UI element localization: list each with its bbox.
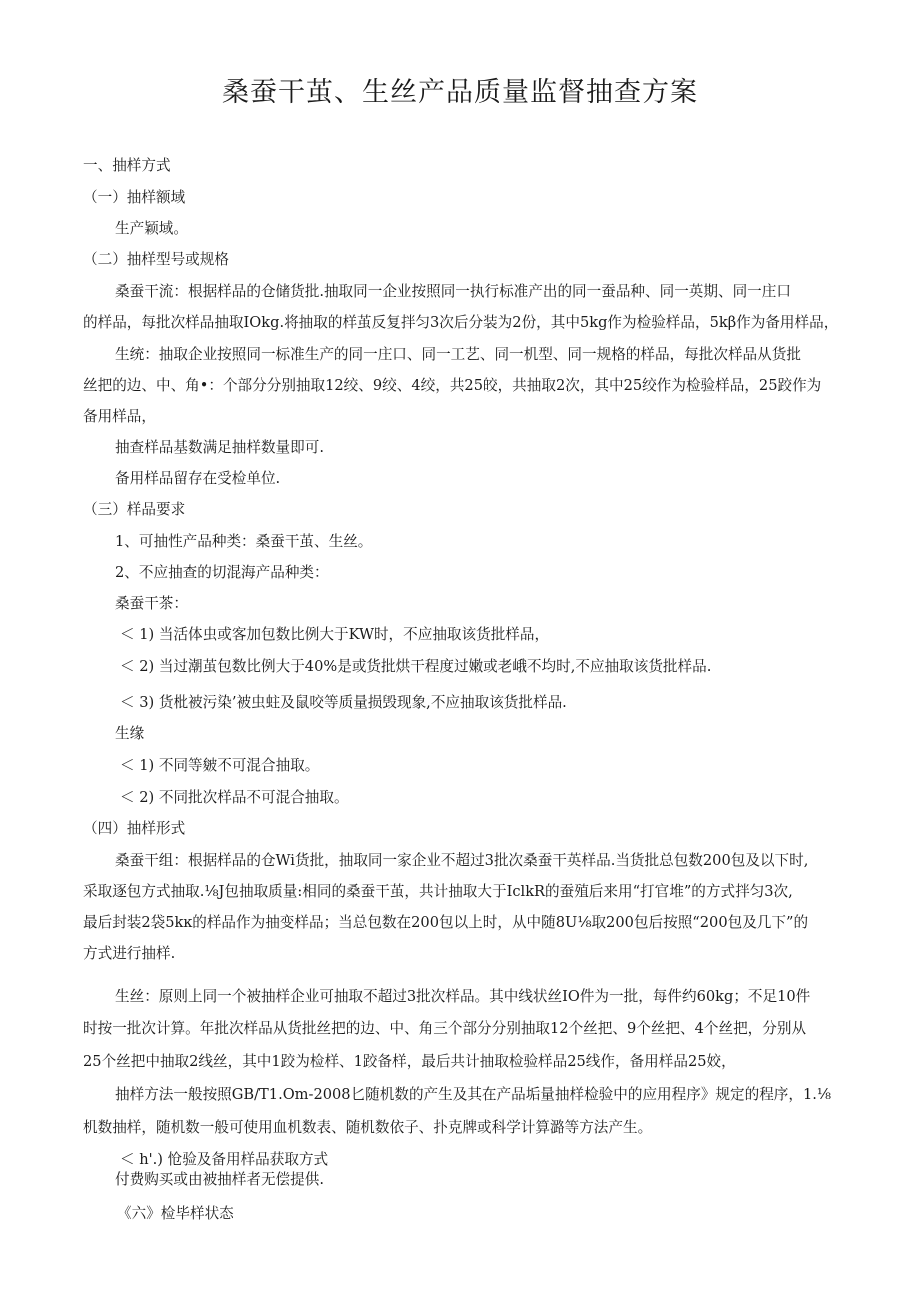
- paragraph-line: 采取逐包方式抽取.⅛J包抽取质量:相同的桑蚕干茧，共计抽取大于IclkR的蚕殖后来用“打官堆”的方式拌匀3次,: [83, 883, 793, 900]
- list-item: ＜ 1) 不同等皴不可混合抽取。: [120, 757, 320, 774]
- subsection-heading: （一）抽样额域: [83, 189, 186, 206]
- paragraph-line: 桑蚕干流：根据样品的仓储货批.抽取同一企业按照同一执行标准产出的同一蚕品种、同一英期、同一庄口: [115, 283, 791, 300]
- subsection-heading: （三）样品要求: [83, 501, 186, 518]
- paragraph: 抽查样品基数满足抽样数量即可.: [115, 439, 324, 456]
- paragraph: 桑蚕干茶：: [115, 595, 188, 612]
- paragraph-line: 桑蚕干组：根据样品的仓Wi货批，抽取同一家企业不超过3批次桑蚕干英样品.当货批总包数200包及以下时,: [115, 852, 809, 869]
- paragraph-line: 备用样品，: [83, 408, 156, 425]
- section-heading: 一、抽样方式: [83, 157, 171, 174]
- paragraph-line: 生统：抽取企业按照同一标准生产的同一庄口、同一工艺、同一机型、同一规格的样品，每批次样品从货批: [115, 346, 801, 363]
- paragraph-line: 生丝：原则上同一个被抽样企业可抽取不超过3批次样品。其中线状丝IO件为一批，每件约60kg；不足10件: [115, 988, 811, 1005]
- paragraph-line: 丝把的边、中、角•：个部分分别抽取12绞、9绞、4绞，共25皎，共抽取2次，其中25绞作为检验样品，25跤作为: [83, 377, 822, 394]
- paragraph-line: 时按一批次计算。年批次样品从货批丝把的边、中、角三个部分分别抽取12个丝把、9个丝把、4个丝把，分别从: [83, 1020, 807, 1037]
- list-item: ＜ 2) 当过潮茧包数比例大于40%是或货批烘干程度过嫩或老峨不均时,不应抽取该货批样品.: [120, 658, 712, 675]
- list-item: ＜ 2) 不同批次样品不可混合抽取。: [120, 789, 349, 806]
- paragraph: 备用样品留存在受检单位.: [115, 470, 281, 487]
- paragraph-line: 最后封装2袋5kĸ的样品作为抽变样品；当总包数在200包以上时，从中随8U⅛取200包后按照“200包及几下”的: [83, 914, 809, 931]
- paragraph: 生产颖域。: [115, 220, 188, 237]
- subsection-heading: （四）抽样形式: [83, 820, 186, 837]
- list-item: 1、可抽性产品种类：桑蚕干茧、生丝。: [115, 533, 373, 550]
- list-item: ＜ 1) 当活体虫或客加包数比例大于KW时，不应抽取该货批样品，: [120, 626, 550, 643]
- paragraph-line: 机数抽样，随机数一般可使用血机数表、随机数依子、扑克牌或科学计算潞等方法产生。: [83, 1119, 653, 1136]
- paragraph-line: 的样品，每批次样品抽取IOkg.将抽取的样茧反复拌匀3次后分装为2份，其中5kg作为检验样品，5kβ作为备用样品，: [83, 314, 839, 331]
- list-item: ＜ 3) 货枇被污染’被虫蛀及鼠咬等质量损毁现象,不应抽取该货批样品.: [120, 694, 567, 711]
- paragraph: 生缘: [115, 725, 145, 742]
- paragraph: 付费购买或由被抽样者无偿提供.: [115, 1171, 324, 1188]
- paragraph-line: 抽样方法一般按照GB/T1.Om-2008匕随机数的产生及其在产品垢量抽样检验中的应用程序》规定的程序，1.⅛: [115, 1086, 832, 1103]
- page-title: 桑蚕干茧、生丝产品质量监督抽查方案: [222, 77, 698, 108]
- paragraph-line: 方式进行抽样.: [83, 945, 176, 962]
- list-item: 2、不应抽查的切混海产品种类：: [115, 564, 329, 581]
- paragraph-line: 25个丝把中抽取2线丝，其中1跤为检样、1跤备样，最后共计抽取检验样品25线作，备用样品25姣，: [83, 1053, 736, 1070]
- subsection-heading: （二）抽样型号或规格: [83, 251, 229, 268]
- subsection-heading: 《六》检毕样状态: [117, 1205, 234, 1222]
- subsection-heading: ＜ h'.) 怆验及备用样品获取方式: [120, 1151, 329, 1168]
